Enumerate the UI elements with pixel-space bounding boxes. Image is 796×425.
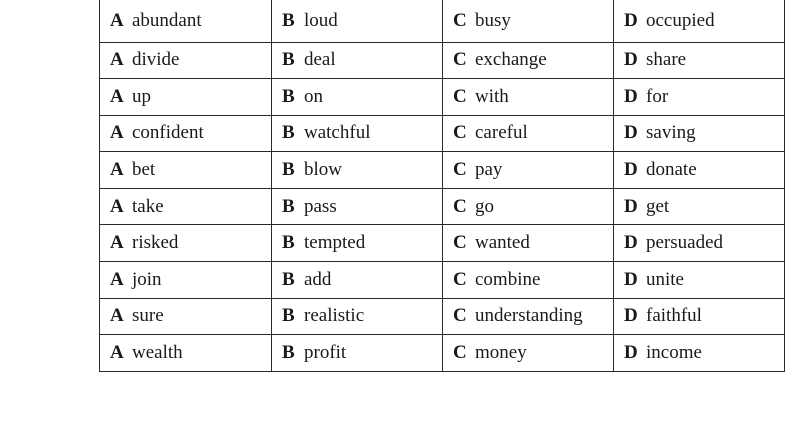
option-word: sure (132, 305, 164, 327)
question-row (100, 188, 785, 225)
answer-choices-table (99, 0, 785, 372)
option-letter: A (110, 232, 124, 254)
option-letter: D (624, 268, 638, 290)
option-letter: D (624, 159, 638, 181)
option-word: take (132, 195, 164, 217)
option-letter: C (453, 122, 467, 144)
option-word: money (475, 342, 527, 364)
option-word: careful (475, 122, 528, 144)
option-d-cell (614, 42, 785, 79)
option-letter: B (282, 159, 295, 181)
option-a-cell (100, 0, 272, 42)
question-row (100, 262, 785, 299)
option-letter: A (110, 9, 124, 31)
option-word: donate (646, 159, 697, 181)
option-letter: C (453, 305, 467, 327)
option-word: go (475, 195, 494, 217)
option-letter: C (453, 159, 467, 181)
option-a-cell (100, 79, 272, 116)
option-c-cell (443, 262, 614, 299)
option-d-cell (614, 79, 785, 116)
option-word: join (132, 268, 162, 290)
option-a-cell (100, 152, 272, 189)
option-c-cell (443, 79, 614, 116)
question-row (100, 335, 785, 372)
option-a-cell (100, 298, 272, 335)
option-word: understanding (475, 305, 583, 327)
option-c-cell (443, 42, 614, 79)
option-d-cell (614, 188, 785, 225)
option-letter: A (110, 195, 124, 217)
option-b-cell (272, 42, 443, 79)
option-letter: A (110, 122, 124, 144)
option-letter: D (624, 49, 638, 71)
question-row (100, 225, 785, 262)
option-b-cell (272, 335, 443, 372)
option-letter: A (110, 49, 124, 71)
option-b-cell (272, 152, 443, 189)
option-d-cell (614, 152, 785, 189)
option-letter: A (110, 342, 124, 364)
question-row (100, 152, 785, 189)
option-a-cell (100, 115, 272, 152)
option-word: with (475, 85, 509, 107)
option-c-cell (443, 188, 614, 225)
question-row (100, 115, 785, 152)
option-letter: B (282, 232, 295, 254)
option-word: pass (304, 195, 337, 217)
option-word: combine (475, 268, 541, 290)
option-letter: C (453, 9, 467, 31)
option-word: get (646, 195, 670, 217)
option-word: occupied (646, 9, 715, 31)
option-d-cell (614, 115, 785, 152)
option-letter: B (282, 342, 295, 364)
option-c-cell (443, 0, 614, 42)
option-letter: D (624, 195, 638, 217)
option-word: profit (304, 342, 347, 364)
option-c-cell (443, 115, 614, 152)
option-d-cell (614, 298, 785, 335)
option-c-cell (443, 225, 614, 262)
option-letter: A (110, 305, 124, 327)
option-letter: D (624, 85, 638, 107)
option-word: up (132, 85, 151, 107)
question-row (100, 79, 785, 116)
option-letter: B (282, 268, 295, 290)
option-word: deal (304, 49, 336, 71)
option-a-cell (100, 188, 272, 225)
option-word: share (646, 49, 687, 71)
option-word: divide (132, 49, 180, 71)
option-word: risked (132, 232, 179, 254)
answer-choices-body (100, 0, 785, 371)
option-word: unite (646, 268, 684, 290)
option-b-cell (272, 225, 443, 262)
option-letter: D (624, 9, 638, 31)
option-letter: A (110, 268, 124, 290)
option-d-cell (614, 225, 785, 262)
option-letter: B (282, 85, 295, 107)
option-letter: C (453, 232, 467, 254)
option-letter: C (453, 85, 467, 107)
option-b-cell (272, 188, 443, 225)
option-letter: C (453, 195, 467, 217)
question-row (100, 298, 785, 335)
option-word: saving (646, 122, 696, 144)
option-letter: B (282, 9, 295, 31)
option-letter: B (282, 195, 295, 217)
option-b-cell (272, 0, 443, 42)
option-word: income (646, 342, 702, 364)
option-word: faithful (646, 305, 702, 327)
option-letter: D (624, 342, 638, 364)
option-d-cell (614, 0, 785, 42)
option-b-cell (272, 115, 443, 152)
option-word: exchange (475, 49, 547, 71)
option-word: add (304, 268, 332, 290)
option-a-cell (100, 335, 272, 372)
option-word: tempted (304, 232, 366, 254)
option-word: blow (304, 159, 342, 181)
option-letter: B (282, 305, 295, 327)
option-word: watchful (304, 122, 371, 144)
option-b-cell (272, 79, 443, 116)
option-letter: A (110, 85, 124, 107)
option-a-cell (100, 42, 272, 79)
option-d-cell (614, 335, 785, 372)
option-word: persuaded (646, 232, 724, 254)
option-word: wealth (132, 342, 183, 364)
option-letter: C (453, 268, 467, 290)
option-word: loud (304, 9, 338, 31)
option-b-cell (272, 298, 443, 335)
option-word: confident (132, 122, 204, 144)
option-letter: B (282, 49, 295, 71)
option-letter: D (624, 122, 638, 144)
option-word: on (304, 85, 323, 107)
option-c-cell (443, 152, 614, 189)
option-letter: D (624, 305, 638, 327)
option-letter: C (453, 342, 467, 364)
question-row (100, 0, 785, 42)
option-a-cell (100, 262, 272, 299)
option-word: abundant (132, 9, 202, 31)
option-c-cell (443, 335, 614, 372)
option-letter: D (624, 232, 638, 254)
option-word: bet (132, 159, 156, 181)
option-word: pay (475, 159, 503, 181)
option-word: busy (475, 9, 511, 31)
option-letter: A (110, 159, 124, 181)
option-b-cell (272, 262, 443, 299)
option-a-cell (100, 225, 272, 262)
option-c-cell (443, 298, 614, 335)
option-word: realistic (304, 305, 365, 327)
option-d-cell (614, 262, 785, 299)
option-letter: B (282, 122, 295, 144)
option-letter: C (453, 49, 467, 71)
question-row (100, 42, 785, 79)
option-word: for (646, 85, 669, 107)
option-word: wanted (475, 232, 530, 254)
